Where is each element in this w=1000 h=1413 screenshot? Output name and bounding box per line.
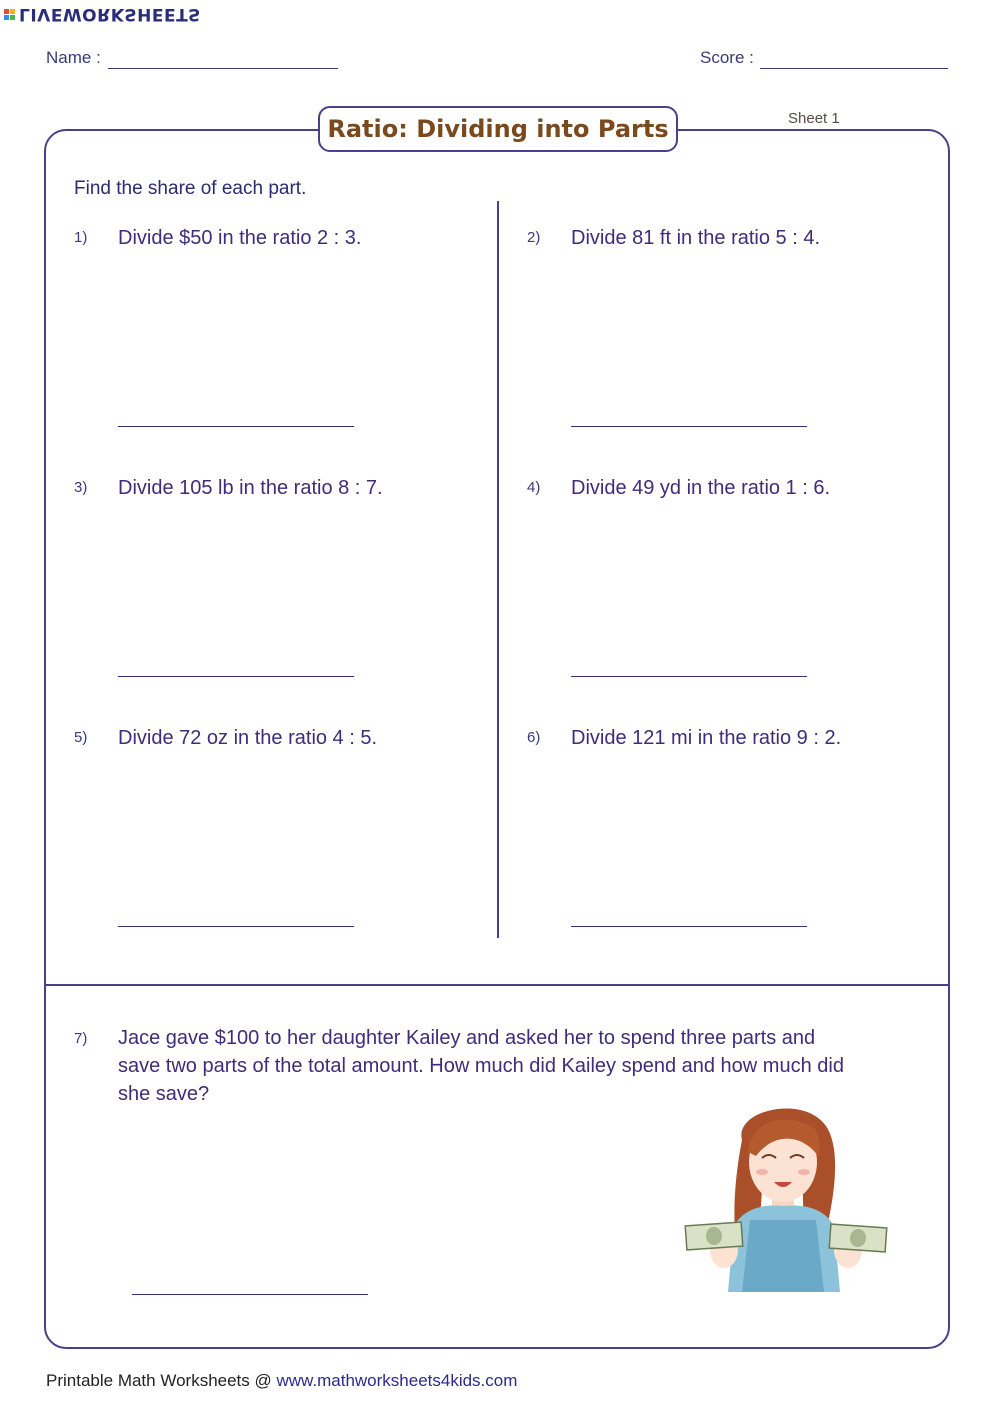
girl-with-money-illustration	[684, 1100, 888, 1292]
name-label: Name :	[46, 48, 101, 67]
footer-prefix: Printable Math Worksheets @	[46, 1371, 277, 1390]
answer-line[interactable]	[571, 676, 807, 677]
question-number: 2)	[527, 229, 541, 246]
answer-line[interactable]	[118, 426, 354, 427]
question-number: 4)	[527, 479, 541, 496]
answer-line[interactable]	[118, 926, 354, 927]
score-field[interactable]	[760, 68, 948, 69]
question-text: Divide 121 mi in the ratio 9 : 2.	[571, 727, 842, 749]
question-number: 7)	[74, 1030, 88, 1047]
sheet-label: Sheet 1	[788, 110, 840, 127]
answer-line[interactable]	[571, 426, 807, 427]
footer	[46, 1371, 517, 1391]
question-number: 3)	[74, 479, 88, 496]
word-problem-text: Jace gave $100 to her daughter Kailey and asked her to spend three parts and save two parts of the total amount. How much did Kailey spend and how much did she save?	[118, 1027, 844, 1105]
score-label: Score :	[700, 48, 754, 67]
answer-line[interactable]	[132, 1294, 368, 1295]
logo-icon	[4, 9, 15, 20]
title-box	[318, 106, 678, 152]
question-text: Divide 81 ft in the ratio 5 : 4.	[571, 227, 821, 249]
question-text: Divide 105 lb in the ratio 8 : 7.	[118, 477, 383, 499]
section-divider	[44, 984, 950, 986]
question-number: 5)	[74, 729, 88, 746]
question-number: 6)	[527, 729, 541, 746]
question-number: 1)	[74, 229, 88, 246]
question-text: Divide 49 yd in the ratio 1 : 6.	[571, 477, 831, 499]
question-text: Divide 72 oz in the ratio 4 : 5.	[118, 727, 378, 749]
logo-text: LIVEWORKSHEETS	[19, 4, 201, 24]
banknote-icon	[829, 1224, 887, 1252]
liveworksheets-logo	[4, 3, 201, 25]
question-text: Divide $50 in the ratio 2 : 3.	[118, 227, 362, 249]
column-divider	[497, 201, 499, 938]
page-title: Ratio: Dividing into Parts	[327, 115, 669, 143]
instruction: Find the share of each part.	[74, 178, 307, 199]
footer-link[interactable]: www.mathworksheets4kids.com	[276, 1371, 518, 1390]
name-field[interactable]	[108, 68, 338, 69]
answer-line[interactable]	[571, 926, 807, 927]
answer-line[interactable]	[118, 676, 354, 677]
banknote-icon	[685, 1222, 743, 1250]
